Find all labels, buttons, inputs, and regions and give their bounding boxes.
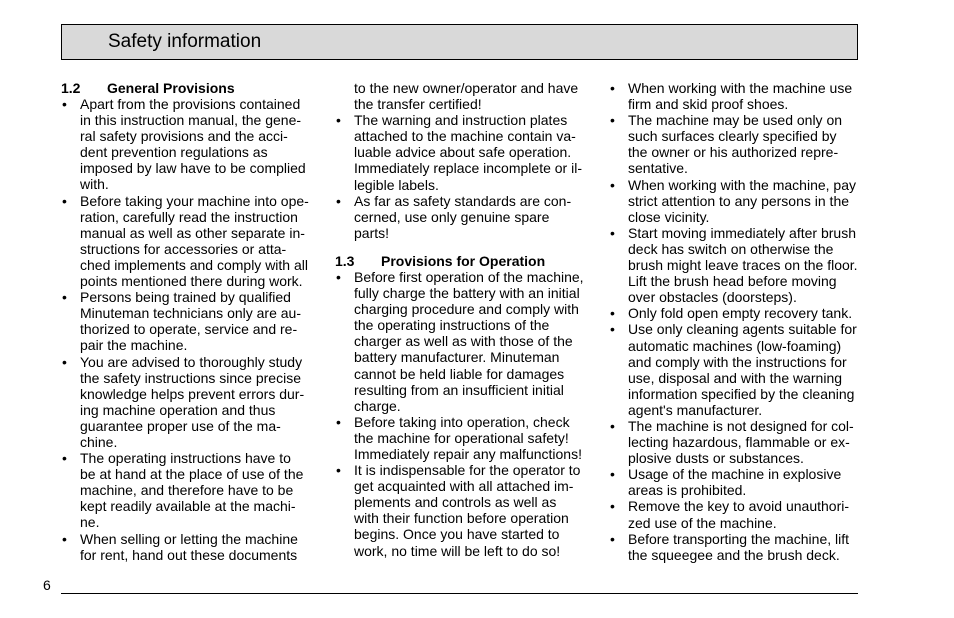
text-line: The machine may be used only on [628, 112, 843, 129]
text-line: pair the machine. [80, 337, 188, 354]
bullet-marker: • [62, 450, 67, 467]
bullet-marker: • [610, 80, 615, 96]
text-line: charge. [354, 397, 401, 414]
bullet-marker: • [610, 176, 615, 193]
text-line: the safety instructions since precise [80, 369, 301, 386]
text-line: zed use of the machine. [628, 514, 777, 531]
text-line: You are advised to thoroughly study [80, 353, 303, 370]
bullet-marker: • [610, 305, 615, 322]
text-line: such surfaces clearly specified by [628, 128, 837, 145]
section-number: 1.3 [335, 252, 355, 269]
text-line: points mentioned there during work. [80, 273, 303, 290]
text-line: knowledge helps prevent errors dur- [80, 385, 305, 402]
bullet-marker: • [62, 96, 67, 112]
bullet-item [61, 531, 317, 563]
bullet-item [609, 305, 865, 321]
text-line: information specified by the cleaning [628, 385, 855, 402]
text-line: plements and controls as well as [354, 494, 557, 511]
text-line: for rent, hand out these documents [80, 546, 298, 563]
text-column-2 [335, 80, 590, 559]
text-line: charging procedure and comply with [354, 301, 579, 318]
text-line: Immediately replace incomplete or il- [354, 160, 582, 177]
text-line: structions for accessories or atta- [80, 240, 287, 257]
bullet-marker: • [610, 321, 615, 338]
section-spacer [335, 241, 590, 253]
text-line: Apart from the provisions contained [80, 96, 301, 112]
text-line: attached to the machine contain va- [354, 128, 576, 145]
text-line: work, no time will be left to do so! [354, 542, 561, 559]
bullet-marker: • [610, 466, 615, 483]
text-line: resulting from an insufficient initial [354, 381, 564, 398]
text-line: cerned, use only genuine spare [354, 208, 550, 225]
page-title: Safety information [108, 31, 262, 52]
text-line: legible labels. [354, 176, 439, 193]
text-line: Before transporting the machine, lift [628, 530, 850, 547]
text-line: guarantee proper use of the ma- [80, 417, 281, 434]
text-line: Lift the brush head before moving [628, 273, 837, 290]
text-line: Minuteman technicians only are au- [80, 305, 302, 322]
bullet-item [609, 177, 865, 225]
text-line: Before first operation of the machine, [354, 268, 584, 285]
text-column-1 [61, 80, 317, 563]
bullet-marker: • [610, 224, 615, 241]
text-line: When working with the machine use [628, 80, 853, 96]
bullet-marker: • [62, 353, 67, 370]
text-line: areas is prohibited. [628, 482, 747, 499]
text-line: deck has switch on otherwise the [628, 240, 834, 257]
text-line: Only fold open empty recovery tank. [628, 305, 853, 322]
bullet-item [335, 462, 590, 559]
text-line: automatic machines (low-foaming) [628, 337, 842, 354]
bullet-marker: • [62, 192, 67, 209]
text-line: thorized to operate, service and re- [80, 321, 298, 338]
bullet-marker: • [336, 268, 341, 285]
text-line: to the new owner/operator and have [354, 80, 579, 96]
text-line: The machine is not designed for col- [628, 417, 854, 434]
text-line: in this instruction manual, the gene- [80, 112, 302, 129]
text-line: Use only cleaning agents suitable for [628, 321, 857, 338]
bullet-item [335, 414, 590, 462]
section-number: 1.2 [61, 80, 81, 96]
text-line: firm and skid proof shoes. [628, 96, 789, 113]
text-line: the transfer certified! [354, 96, 482, 113]
text-line: chine. [80, 433, 118, 450]
text-line: use, disposal and with the warning [628, 369, 843, 386]
section-title: General Provisions [107, 80, 235, 96]
text-line: battery manufacturer. Minuteman [354, 349, 560, 366]
bullet-item [609, 321, 865, 418]
bullet-marker: • [62, 289, 67, 306]
text-line: Before taking your machine into ope- [80, 192, 309, 209]
section-heading [335, 253, 590, 269]
text-line: ration, carefully read the instruction [80, 208, 298, 225]
text-line: be at hand at the place of use of the [80, 466, 304, 483]
bullet-item [335, 112, 590, 192]
text-line: agent's manufacturer. [628, 401, 763, 418]
text-line: manual as well as other separate in- [80, 224, 305, 241]
page-number: 6 [43, 577, 51, 593]
text-line: The warning and instruction plates [354, 112, 568, 129]
text-line: the machine for operational safety! [354, 429, 569, 446]
text-line: kept readily available at the machi- [80, 498, 296, 515]
text-line: Remove the key to avoid unauthori- [628, 498, 850, 515]
text-line: cannot be held liable for damages [354, 365, 565, 382]
text-line: with. [80, 176, 109, 193]
bullet-item [609, 418, 865, 466]
footer-rule [61, 593, 858, 594]
text-line: over obstacles (doorsteps). [628, 289, 797, 306]
page-header [61, 24, 858, 60]
text-line: the operating instructions of the [354, 317, 550, 334]
section-title: Provisions for Operation [381, 252, 546, 269]
bullet-item [335, 269, 590, 414]
text-line: brush might leave traces on the floor. [628, 257, 858, 274]
text-line: ched implements and comply with all [80, 256, 308, 273]
bullet-marker: • [336, 462, 341, 479]
text-line: Persons being trained by qualified [80, 289, 291, 306]
bullet-item [609, 466, 865, 498]
text-line: ing machine operation and thus [80, 401, 276, 418]
text-line: Start moving immediately after brush [628, 224, 856, 241]
bullet-item [61, 289, 317, 353]
text-line: the owner or his authorized repre- [628, 144, 839, 161]
text-column-3 [609, 80, 865, 563]
bullet-item [61, 450, 317, 530]
text-line: Before taking into operation, check [354, 413, 570, 430]
bullet-marker: • [336, 192, 341, 209]
text-line: begins. Once you have started to [354, 526, 560, 543]
bullet-marker: • [610, 417, 615, 434]
bullet-marker: • [336, 413, 341, 430]
bullet-item [61, 354, 317, 451]
bullet-marker: • [610, 112, 615, 129]
text-line: When selling or letting the machine [80, 530, 298, 547]
text-line: the squeegee and the brush deck. [628, 546, 840, 563]
text-line: It is indispensable for the operator to [354, 462, 581, 479]
continued-paragraph [335, 80, 590, 112]
text-line: with their function before operation [354, 510, 569, 527]
text-line: Immediately repair any malfunctions! [354, 445, 582, 462]
bullet-item [609, 80, 865, 112]
text-line: machine, and therefore have to be [80, 482, 294, 499]
text-line: ne. [80, 514, 100, 531]
text-line: luable advice about safe operation. [354, 144, 572, 161]
text-line: and comply with the instructions for [628, 353, 847, 370]
bullet-item [61, 96, 317, 193]
text-line: close vicinity. [628, 208, 710, 225]
section-heading [61, 80, 317, 96]
text-line: As far as safety standards are con- [354, 192, 572, 209]
text-line: ral safety provisions and the acci- [80, 128, 288, 145]
text-line: Usage of the machine in explosive [628, 466, 842, 483]
bullet-item [609, 112, 865, 176]
text-line: lecting hazardous, flammable or ex- [628, 434, 850, 451]
text-line: get acquainted with all attached im- [354, 478, 574, 495]
bullet-item [609, 225, 865, 305]
bullet-item [335, 193, 590, 241]
text-line: fully charge the battery with an initial [354, 285, 580, 302]
text-line: When working with the machine, pay [628, 176, 856, 193]
text-line: sentative. [628, 160, 688, 177]
text-line: parts! [354, 224, 390, 241]
text-line: strict attention to any persons in the [628, 192, 850, 209]
text-line: imposed by law have to be complied [80, 160, 306, 177]
bullet-item [609, 498, 865, 530]
bullet-marker: • [610, 498, 615, 515]
text-line: The operating instructions have to [80, 450, 291, 467]
bullet-item [609, 531, 865, 563]
bullet-marker: • [610, 530, 615, 547]
text-line: charger as well as with those of the [354, 333, 573, 350]
bullet-marker: • [62, 530, 67, 547]
text-line: dent prevention regulations as [80, 144, 268, 161]
bullet-item [61, 193, 317, 290]
bullet-marker: • [336, 112, 341, 129]
text-line: plosive dusts or substances. [628, 450, 804, 467]
